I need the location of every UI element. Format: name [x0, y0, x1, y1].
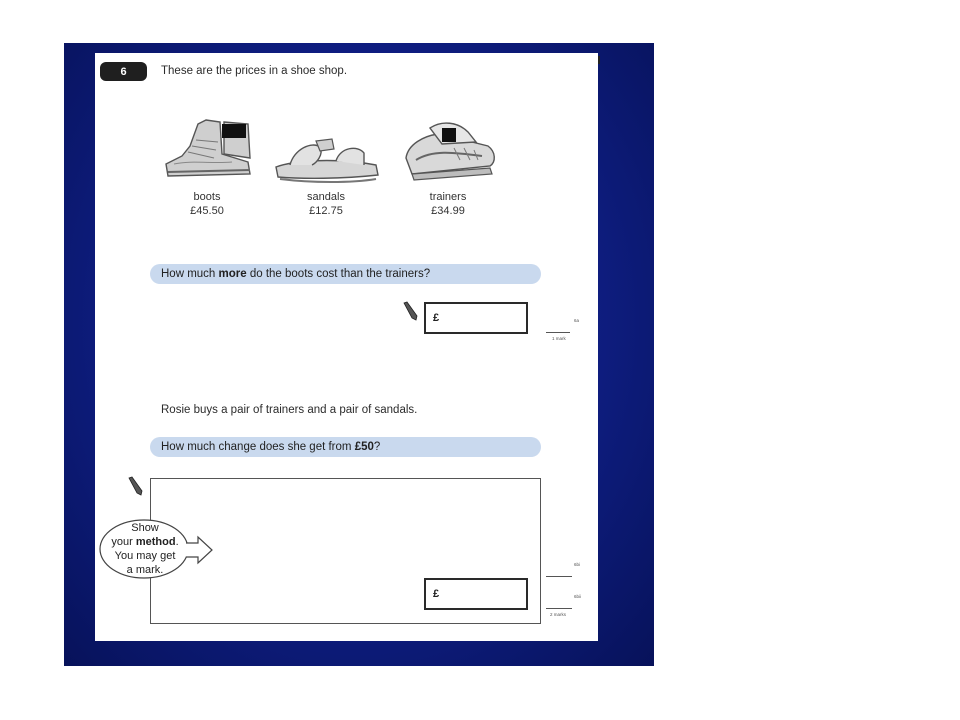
item-price: £34.99: [431, 205, 465, 217]
item-name: boots: [193, 191, 221, 203]
part-b-prompt-post: ?: [373, 441, 381, 453]
mark-code-bii: 6bii: [574, 594, 582, 599]
mark-label: 2 marks: [550, 612, 567, 617]
mark-code-bi: 6bi: [574, 562, 581, 567]
method-line-2: [100, 535, 190, 549]
part-b-answer-box[interactable]: [424, 578, 528, 610]
trainer-icon: [402, 120, 498, 182]
part-a-question-band: [150, 264, 541, 284]
part-a-prompt-post: do the boots cost than the trainers?: [246, 268, 431, 280]
item-boots: [162, 190, 252, 218]
question-intro: These are the prices in a shoe shop.: [161, 65, 348, 77]
currency-symbol: £: [433, 588, 440, 600]
pencil-icon: [127, 476, 143, 496]
mark-line: [546, 576, 572, 577]
question-number: 6: [120, 65, 127, 78]
sandal-icon: [272, 135, 384, 185]
part-b-prompt-pre: How much change does she get from: [161, 441, 355, 453]
mark-line: [546, 332, 570, 333]
item-name: sandals: [307, 191, 345, 203]
method-line-3: You may get: [114, 550, 176, 562]
part-a-prompt-pre: How much: [161, 268, 219, 280]
item-price: £12.75: [309, 205, 343, 217]
item-trainers: [403, 190, 493, 218]
part-a-prompt-bold: more: [218, 268, 247, 280]
method-line-2-pre: your: [111, 536, 136, 548]
part-b-question-band: [150, 437, 541, 457]
mark-label: 1 mark: [552, 336, 566, 341]
item-name: trainers: [429, 191, 467, 203]
item-price: £45.50: [190, 205, 224, 217]
question-number-badge: [100, 62, 147, 81]
method-line-1: Show: [131, 522, 159, 534]
part-b-context: Rosie buys a pair of trainers and a pair of sandals.: [161, 404, 418, 416]
mark-line: [546, 608, 572, 609]
page-edge-mark: [598, 56, 600, 64]
method-prompt: [100, 521, 190, 577]
method-line-2-bold: method: [135, 536, 176, 548]
boot-icon: [162, 114, 252, 180]
method-line-4: a mark.: [126, 564, 164, 576]
method-line-2-post: .: [175, 536, 179, 548]
pencil-icon: [402, 301, 418, 321]
mark-code: 6a: [574, 318, 580, 323]
part-a-answer-box[interactable]: [424, 302, 528, 334]
item-sandals: [281, 190, 371, 218]
currency-symbol: £: [433, 312, 440, 324]
part-b-prompt-bold: £50: [354, 441, 374, 453]
